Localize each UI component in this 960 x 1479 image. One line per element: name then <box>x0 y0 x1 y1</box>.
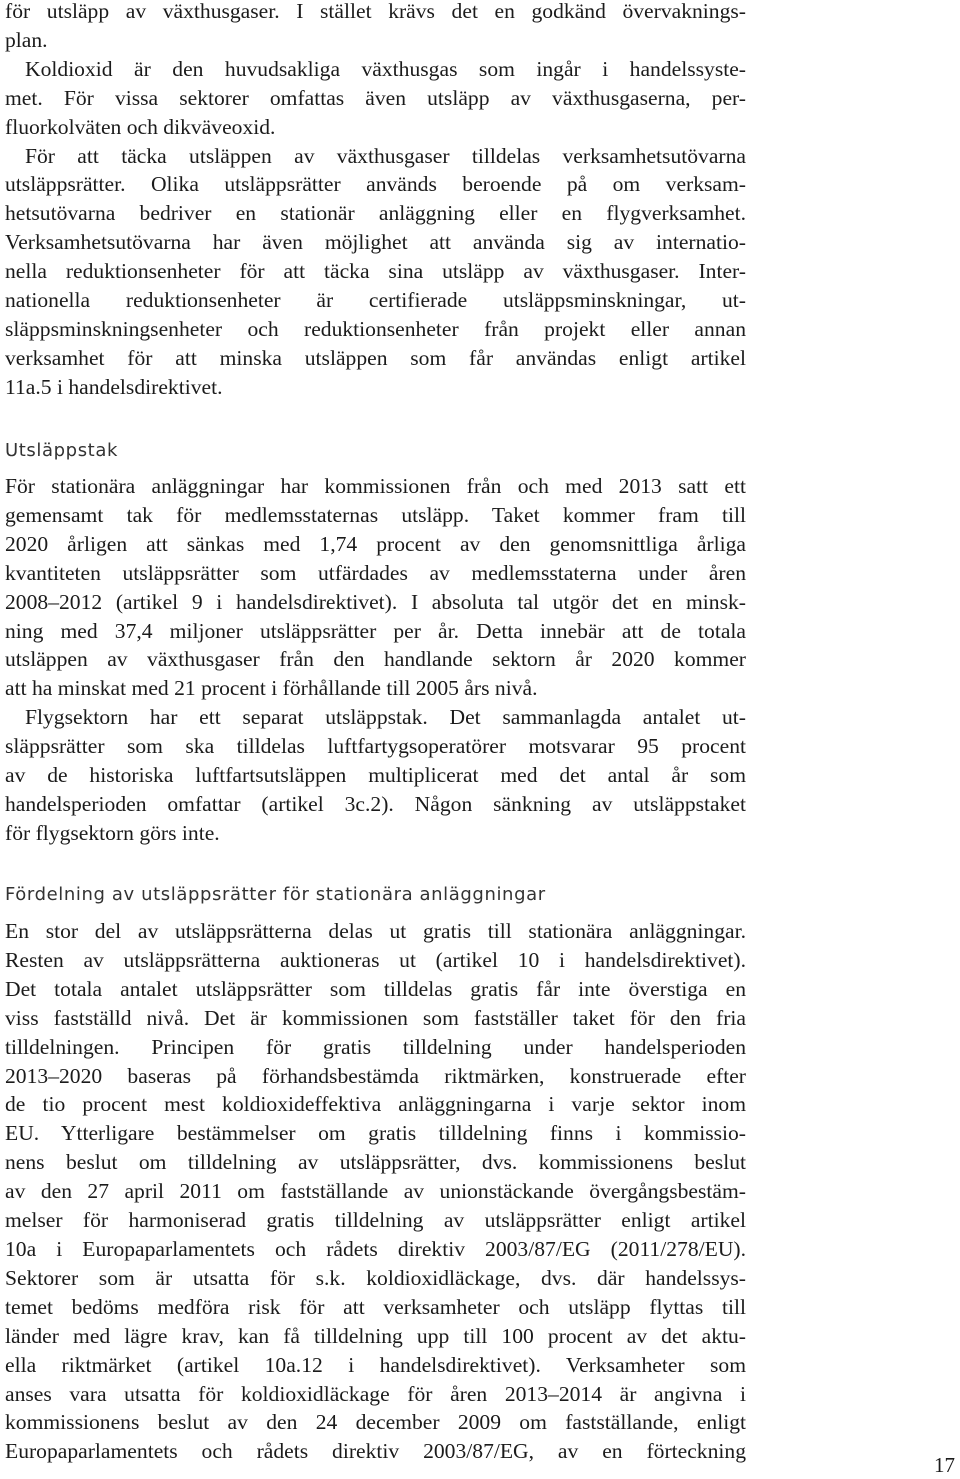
text-line: 11a.5 i handelsdirektivet. <box>5 374 223 399</box>
text-line: kvantiteten utsläppsrätter som utfärdades av medlemsstaterna under åren <box>5 560 746 585</box>
text-line: 2013–2020 baseras på förhandsbestämda riktmärken, konstruerade efter <box>5 1063 746 1088</box>
text-line: För stationära anläggningar har kommissionen från och med 2013 satt ett <box>5 474 746 498</box>
text-line: kommissionens beslut av den 24 december 2009 om fastställande, enligt <box>5 1410 746 1435</box>
text-line: Resten av utsläppsrätterna auktioneras ut (artikel 10 i handelsdirektivet). <box>5 947 746 972</box>
section-heading-fordelning: Fördelning av utsläppsrätter för stationära anläggningar <box>5 884 546 905</box>
text-line: länder med lägre krav, kan få tilldelning upp till 100 procent av det aktu- <box>5 1323 746 1348</box>
text-line: temet bedöms medföra risk för att verksamheter och utsläpp flyttas till <box>5 1294 746 1319</box>
text-line: fluorkolväten och dikväveoxid. <box>5 114 276 139</box>
text-line: melser för harmoniserad gratis tilldelning av utsläppsrätter enligt artikel <box>5 1208 746 1233</box>
text-line: 2020 årligen att sänkas med 1,74 procent av den genomsnittliga årliga <box>5 531 746 556</box>
body-text-block-3 <box>5 917 746 1466</box>
text-line: nella reduktionsenheter för att täcka sina utsläpp av växthusgaser. Inter- <box>5 259 746 284</box>
text-line: att ha minskat med 21 procent i förhållande till 2005 års nivå. <box>5 676 538 701</box>
section-heading-utslappstak: Utsläppstak <box>5 440 118 461</box>
text-line: anses vara utsatta för koldioxidläckage för åren 2013–2014 är angivna i <box>5 1381 746 1406</box>
text-line: ning med 37,4 miljoner utsläppsrätter per år. Detta innebär att de totala <box>5 618 746 643</box>
body-text-block-1 <box>5 0 746 402</box>
text-line: verksamhet för att minska utsläppen som får användas enligt artikel <box>5 345 746 370</box>
text-line: plan. <box>5 27 48 52</box>
text-line: av den 27 april 2011 om fastställande av unionstäckande övergångsbestäm- <box>5 1179 746 1204</box>
text-line: utsläppen av växthusgaser från den handlande sektorn år 2020 kommer <box>5 647 746 672</box>
text-line: Flygsektorn har ett separat utsläppstak. Det sammanlagda antalet ut- <box>25 705 746 730</box>
text-line: gemensamt tak för medlemsstaternas utsläpp. Taket kommer fram till <box>5 502 746 527</box>
text-line: Koldioxid är den huvudsakliga växthusgas som ingår i handelssyste- <box>25 56 746 81</box>
text-line: En stor del av utsläppsrätterna delas ut gratis till stationära anläggningar. <box>5 919 746 943</box>
text-line: för utsläpp av växthusgaser. I stället krävs det en godkänd övervaknings- <box>5 0 746 23</box>
text-line: hetsutövarna bedriver en stationär anläggning eller en flygverksamhet. <box>5 201 746 226</box>
text-line: Det totala antalet utsläppsrätter som tilldelas gratis får inte överstiga en <box>5 976 746 1001</box>
text-line: Europaparlamentets och rådets direktiv 2003/87/EG, av en förteckning <box>5 1439 746 1464</box>
text-line: ella riktmärket (artikel 10a.12 i handelsdirektivet). Verksamheter som <box>5 1352 746 1377</box>
text-line: 10a i Europaparlamentets och rådets direktiv 2003/87/EG (2011/278/EU). <box>5 1236 746 1261</box>
text-line: utsläppsrätter. Olika utsläppsrätter används beroende på om verksam- <box>5 172 746 197</box>
text-line: Sektorer som är utsatta för s.k. koldioxidläckage, dvs. där handelssys- <box>5 1265 746 1290</box>
page-number: 17 <box>934 1453 955 1477</box>
text-line: släppsrätter som ska tilldelas luftfartygsoperatörer motsvarar 95 procent <box>5 734 746 759</box>
text-line: 2008–2012 (artikel 9 i handelsdirektivet). I absoluta tal utgör det en minsk- <box>5 589 746 614</box>
text-line: nens beslut om tilldelning av utsläppsrätter, dvs. kommissionens beslut <box>5 1150 746 1175</box>
body-text-block-2 <box>5 472 746 848</box>
text-line: nationella reduktionsenheter är certifierade utsläppsminskningar, ut- <box>5 288 746 313</box>
text-line: de tio procent mest koldioxideffektiva anläggningarna i varje sektor inom <box>5 1092 746 1117</box>
text-line: tilldelningen. Principen för gratis tilldelning under handelsperioden <box>5 1034 746 1059</box>
text-line: För att täcka utsläppen av växthusgaser tilldelas verksamhetsutövarna <box>25 143 746 168</box>
text-line: släppsminskningsenheter och reduktionsenheter från projekt eller annan <box>5 316 746 341</box>
text-line: för flygsektorn görs inte. <box>5 820 220 845</box>
text-line: av de historiska luftfartsutsläppen multiplicerat med det antal år som <box>5 763 746 788</box>
text-line: met. För vissa sektorer omfattas även utsläpp av växthusgaserna, per- <box>5 85 746 110</box>
text-line: viss fastställd nivå. Det är kommissionen som fastställer taket för den fria <box>5 1005 746 1030</box>
text-line: Verksamhetsutövarna har även möjlighet att använda sig av internatio- <box>5 230 746 255</box>
text-line: handelsperioden omfattar (artikel 3c.2). Någon sänkning av utsläppstaket <box>5 791 746 816</box>
text-line: EU. Ytterligare bestämmelser om gratis tilldelning finns i kommissio- <box>5 1121 746 1146</box>
